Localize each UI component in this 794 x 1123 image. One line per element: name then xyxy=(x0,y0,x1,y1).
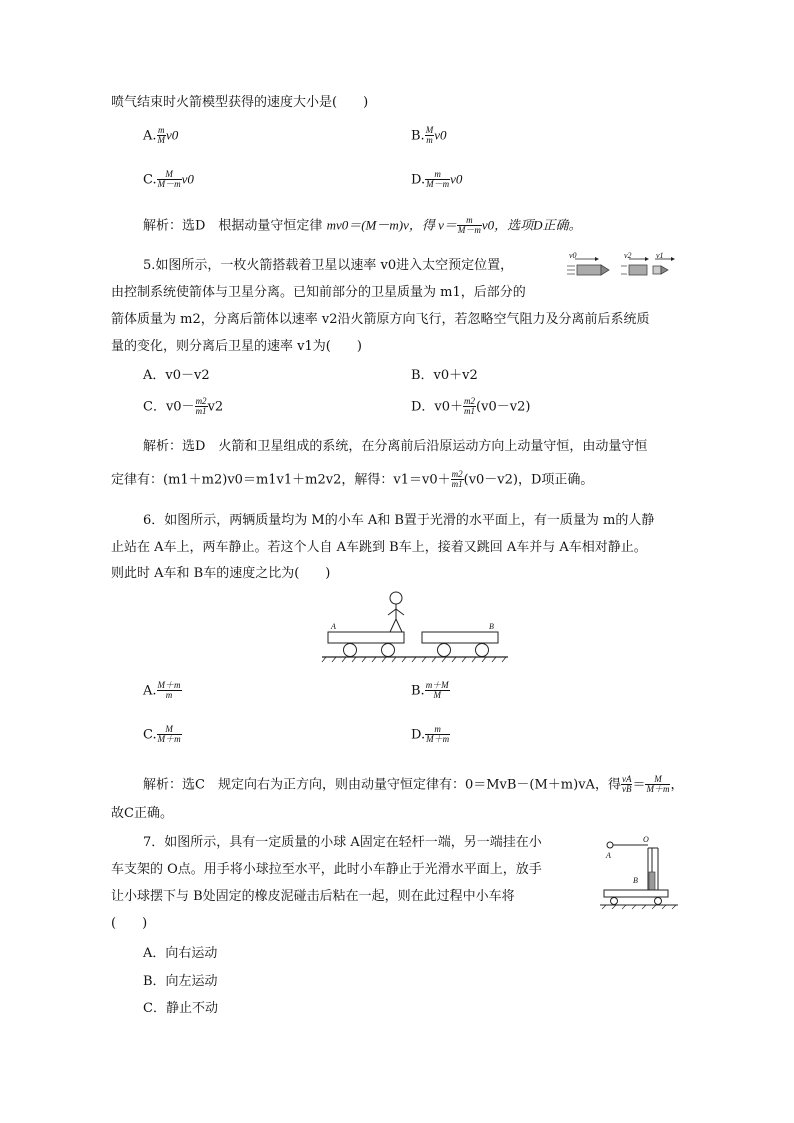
fig-label-v0: v0 xyxy=(569,251,577,260)
q4-analysis: 解析：选D 根据动量守恒定律 mv0＝(M－m)v，得 v＝ $\frac{m}{M-m}$ v0，选项D正确。 xyxy=(143,215,582,236)
putty-icon xyxy=(649,872,655,890)
q4-option-b[interactable]: B. $\frac{M}{m}$ v0 xyxy=(411,125,447,146)
q5-analysis-line2: 定律有：(m1＋m2)v0＝m1v1＋m2v2，解得：v1＝v0＋ $\frac{m2}{m1}$ (v0－v2)，D项正确。 xyxy=(111,469,594,490)
fraction: $\frac{m}{M}$ xyxy=(157,125,166,146)
fig-label-v2: v2 xyxy=(624,251,632,260)
q7-option-a[interactable]: A．向右运动 xyxy=(143,946,218,961)
q7-line1: 7．如图所示，具有一定质量的小球 A固定在轻杆一端，另一端挂在小 xyxy=(143,835,542,850)
q5-option-d[interactable]: D．v0＋ $\frac{m2}{m1}$ (v0－v2) xyxy=(411,396,531,417)
fig-label-o: O xyxy=(643,835,649,844)
q7-line4: ( ) xyxy=(111,916,148,931)
q4-option-c[interactable]: C. $\frac{M}{M-m}$ v0 xyxy=(143,169,194,190)
q4-option-d[interactable]: D. $\frac{m}{M-m}$ v0 xyxy=(411,169,463,190)
q6-line2: 止站在 A车上，两车静止。若这个人自 A车跳到 B车上，接着又跳回 A车并与 A车相对静止。 xyxy=(111,540,647,555)
cart-icon xyxy=(604,890,668,897)
q7-option-c[interactable]: C．静止不动 xyxy=(143,1001,218,1016)
q6-line3: 则此时 A车和 B车的速度之比为( ) xyxy=(111,566,331,581)
q6-option-a[interactable]: A. $\frac{M+m}{m}$ xyxy=(143,680,181,701)
cart-a-label: A xyxy=(331,622,336,631)
q5-line1: 5.如图所示，一枚火箭搭载着卫星以速率 v0进入太空预定位置， xyxy=(143,258,514,273)
q5-line2: 由控制系统使箭体与卫星分离。已知前部分的卫星质量为 m1，后部分的 xyxy=(111,285,526,300)
q5-option-c[interactable]: C．v0－ $\frac{m2}{m1}$ v2 xyxy=(143,396,224,417)
q5-option-b[interactable]: B．v0＋v2 xyxy=(411,368,478,383)
cart-a-icon xyxy=(328,632,404,643)
q5-analysis-line1: 解析：选D 火箭和卫星组成的系统，在分离前后沿原运动方向上动量守恒，由动量守恒 xyxy=(143,439,648,454)
q4-stem: 喷气结束时火箭模型获得的速度大小是( ) xyxy=(111,95,369,110)
q7-line2: 车支架的 O点。用手将小球拉至水平，此时小车静止于光滑水平面上，放手 xyxy=(111,862,542,877)
q7-line3: 让小球摆下与 B处固定的橡皮泥碰击后粘在一起，则在此过程中小车将 xyxy=(111,889,515,904)
q6-analysis-line1: 解析：选C 规定向右为正方向，则由动量守恒定律有：0＝MvB－(M＋m)vA，得 $\frac{vA}{vB}$ ＝ $\frac{M}{M+m}$ ， xyxy=(143,774,684,795)
ball-icon xyxy=(607,842,613,848)
fraction: $\frac{M}{m}$ xyxy=(425,125,434,146)
person-icon xyxy=(388,592,404,632)
fig-label-a: A xyxy=(606,851,611,860)
q5-line3: 箭体质量为 m2，分离后箭体以速率 v2沿火箭原方向飞行，若忽略空气阻力及分离前后系统质 xyxy=(111,312,650,327)
q5-line4: 量的变化，则分离后卫星的速率 v1为( ) xyxy=(111,339,362,354)
pendulum-cart-figure xyxy=(598,834,683,912)
cart-b-label: B xyxy=(489,622,494,631)
fig-label-b: B xyxy=(633,876,638,885)
q5-option-a[interactable]: A．v0－v2 xyxy=(143,368,210,383)
q7-option-b[interactable]: B．向左运动 xyxy=(143,974,218,989)
q6-line1: 6．如图所示，两辆质量均为 M的小车 A和 B置于光滑的水平面上，有一质量为 m的人静 xyxy=(143,513,655,528)
fraction: $\frac{M}{M-m}$ xyxy=(157,169,181,190)
cart-b-icon xyxy=(422,632,498,643)
q6-analysis-line2: 故C正确。 xyxy=(111,806,173,821)
q6-option-d[interactable]: D. $\frac{m}{M+m}$ xyxy=(411,724,450,745)
carts-figure xyxy=(320,588,510,666)
fig-label-v1: v1 xyxy=(656,251,664,260)
q6-option-c[interactable]: C. $\frac{M}{M+m}$ xyxy=(143,724,181,745)
q6-option-b[interactable]: B. $\frac{m+M}{M}$ xyxy=(411,680,449,701)
fraction: $\frac{m}{M-m}$ xyxy=(426,169,450,190)
q4-option-a[interactable]: A. $\frac{m}{M}$ v0 xyxy=(143,125,179,146)
